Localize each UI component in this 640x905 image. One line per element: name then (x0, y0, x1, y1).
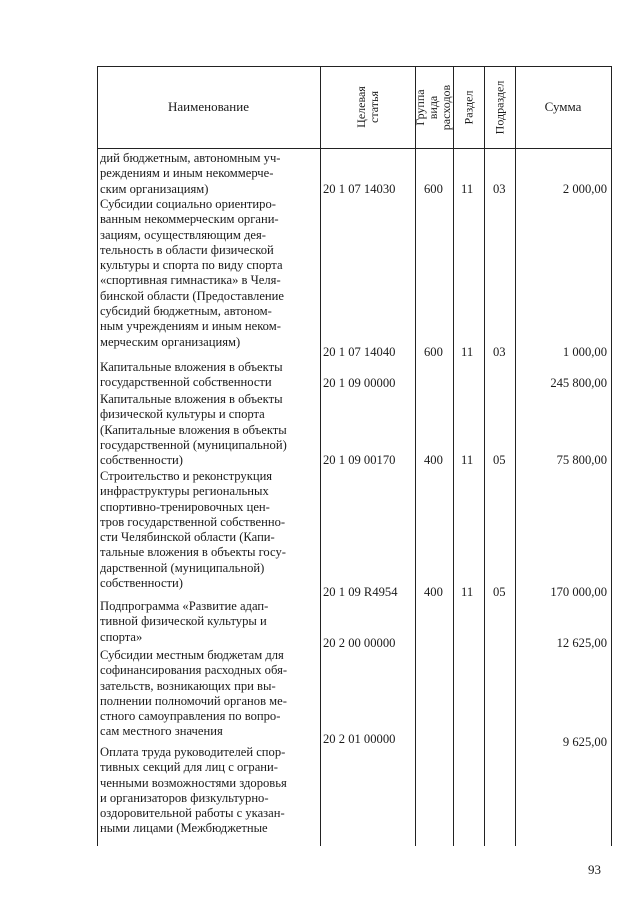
row-code: 20 2 01 00000 (323, 732, 396, 746)
row-sum: 2 000,00 (562, 182, 607, 196)
row-section: 11 (461, 345, 474, 359)
row-section: 11 (461, 453, 474, 467)
row-code: 20 1 09 00000 (323, 376, 396, 390)
row-subsection: 03 (493, 182, 506, 196)
row-code: 20 2 00 00000 (323, 636, 396, 650)
header-name-label: Наименование (168, 99, 249, 114)
row-sum: 12 625,00 (556, 636, 607, 650)
row-code: 20 1 09 00170 (323, 453, 396, 467)
header-subsection-label: Подраздел (492, 80, 507, 134)
row-subsection: 05 (493, 585, 506, 599)
header-bottom-border (97, 148, 611, 149)
col-divider-section (484, 66, 485, 846)
table-right-border (611, 66, 612, 846)
row-code: 20 1 07 14030 (323, 182, 396, 196)
col-divider-name (320, 66, 321, 846)
row-name: Строительство и реконструкция инфраструктуры региональных спортивно-тренировочных цен- тров государственной собственно- сти Челябинской области (Капи- тальные вложения в объекты госу- дарственной (муниципальной) собственности) (100, 469, 286, 591)
table-left-border (97, 66, 98, 846)
row-name: Оплата труда руководителей спор- тивных секций для лиц с ограни- ченными возможностями здоровья и организаторов физкультурно- оздоровительной работы с указан- ными лицами (Межбюджетные (100, 745, 287, 836)
row-name: дий бюджетным, автономным уч- реждениям и иным некоммерче- ским организациям) (100, 151, 281, 196)
row-name: Подпрограмма «Развитие адап- тивной физической культуры и спорта» (100, 599, 269, 644)
row-section: 11 (461, 182, 474, 196)
row-code: 20 1 07 14040 (323, 345, 396, 359)
col-divider-subsection (515, 66, 516, 846)
header-section (453, 66, 484, 148)
page-number: 93 (588, 862, 601, 877)
row-subsection: 05 (493, 453, 506, 467)
header-section-label: Раздел (461, 90, 476, 124)
header-sum (515, 66, 611, 148)
col-divider-group (453, 66, 454, 846)
row-group: 600 (424, 182, 443, 196)
row-code: 20 1 09 R4954 (323, 585, 398, 599)
row-sum: 75 800,00 (556, 453, 607, 467)
row-sum: 1 000,00 (562, 345, 607, 359)
header-name (97, 66, 320, 148)
row-sum: 245 800,00 (550, 376, 607, 390)
row-name: Субсидии местным бюджетам для софинансирования расходных обя- зательств, возникающих при вы- полнении полномочий органов ме- стного самоуправления по вопро- сам местного значения (100, 648, 288, 739)
row-group: 600 (424, 345, 443, 359)
header-target-article-label: Целевая статья (353, 86, 381, 128)
row-name: Субсидии социально ориентиро- ванным некоммерческим органи- зациям, осуществляющим дея- тельность в области физической культуры и спорта по виду спорта «спортивная гимнастика» в Челя- бинской области (Предоставление субсидий бюджетным, автоном- ным учреждениям и иным неком- мерческим организациям) (100, 197, 284, 349)
row-sum: 170 000,00 (550, 585, 607, 599)
header-target-article (320, 66, 415, 148)
row-sum: 9 625,00 (562, 735, 607, 749)
col-divider-code (415, 66, 416, 846)
row-section: 11 (461, 585, 474, 599)
row-group: 400 (424, 585, 443, 599)
header-sum-label: Сумма (544, 99, 582, 114)
header-subsection (484, 66, 515, 148)
row-name: Капитальные вложения в объекты государственной собственности (100, 360, 283, 390)
header-expense-group-label: Группа вида расходов (413, 84, 454, 130)
row-name: Капитальные вложения в объекты физической культуры и спорта (Капитальные вложения в объекты государственной (муниципальной) собственности) (100, 392, 287, 468)
header-expense-group (415, 66, 453, 148)
row-group: 400 (424, 453, 443, 467)
row-subsection: 03 (493, 345, 506, 359)
